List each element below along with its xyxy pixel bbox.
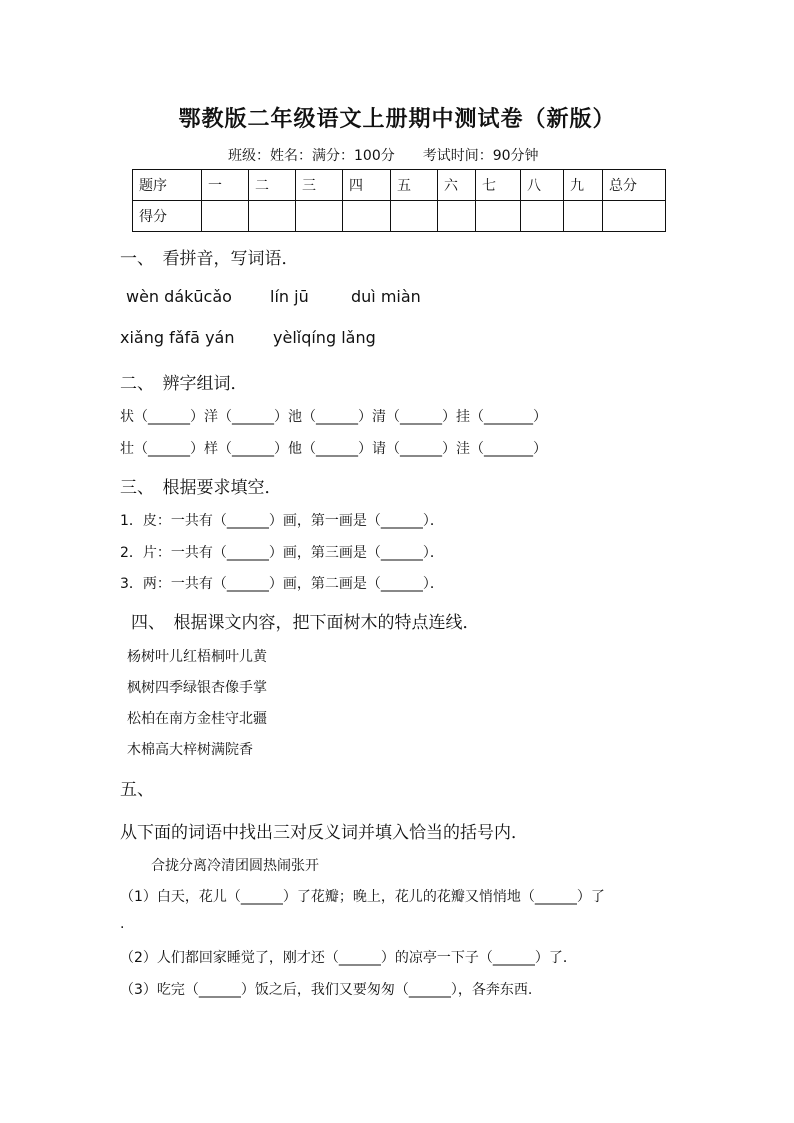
score-cell[interactable]	[296, 201, 343, 232]
list-item: 木棉高大梓树满院香	[127, 742, 253, 758]
score-cell[interactable]	[476, 201, 521, 232]
table-cell: 七	[476, 170, 521, 201]
table-cell: 总分	[603, 170, 666, 201]
score-cell[interactable]	[564, 201, 603, 232]
score-cell[interactable]	[343, 201, 391, 232]
pinyin-item: duì miàn	[351, 287, 421, 306]
score-cell[interactable]	[521, 201, 564, 232]
score-table	[132, 169, 666, 232]
table-cell: 四	[343, 170, 391, 201]
question-item: （3）吃完（______）饭之后，我们又要匆匆（______），各奔东西.	[120, 982, 533, 998]
table-cell: 九	[564, 170, 603, 201]
section-1-heading: 一、 看拼音，写词语．	[120, 249, 299, 269]
question-item: 2．片：一共有（______）画，第三画是（______）．	[120, 545, 444, 561]
word-bank: 合拢分离冷清团圆热闹张开	[151, 858, 319, 874]
word-group-row: 状（______）洋（______）池（______）清（______）挂（_______）	[120, 409, 547, 425]
table-cell: 题序	[133, 170, 202, 201]
word-group-row: 壮（______）样（______）他（______）请（______）洼（_______）	[120, 441, 547, 457]
section-5-instruction: 从下面的词语中找出三对反义词并填入恰当的括号内．	[120, 823, 528, 843]
section-4-heading: 四、 根据课文内容，把下面树木的特点连线．	[131, 613, 480, 633]
table-score-row	[133, 201, 666, 232]
pinyin-item: yèlǐqíng lǎng	[273, 328, 376, 347]
table-cell: 八	[521, 170, 564, 201]
table-header-row	[133, 170, 666, 201]
table-cell: 一	[202, 170, 249, 201]
score-cell[interactable]	[438, 201, 476, 232]
list-item: 枫树四季绿银杏像手掌	[127, 680, 267, 696]
table-cell: 六	[438, 170, 476, 201]
page-title: 鄂教版二年级语文上册期中测试卷（新版）	[178, 107, 616, 132]
list-item: 杨树叶儿红梧桐叶儿黄	[127, 649, 267, 665]
table-cell: 三	[296, 170, 343, 201]
section-3-heading: 三、 根据要求填空．	[120, 478, 282, 498]
section-2-heading: 二、 辨字组词．	[120, 374, 248, 394]
pinyin-item: lín jū	[270, 287, 309, 306]
exam-info: 班级：姓名：满分：100分 考试时间：90分钟	[228, 148, 539, 164]
question-item: （2）人们都回家睡觉了，刚才还（______）的凉亭一下子（______）了．	[120, 950, 577, 966]
question-item: 3．两：一共有（______）画，第二画是（______）．	[120, 576, 444, 592]
score-cell[interactable]	[391, 201, 438, 232]
pinyin-item: wèn dákūcǎo	[126, 287, 232, 306]
question-item-tail: .	[120, 916, 125, 932]
list-item: 松柏在南方金桂守北疆	[127, 711, 267, 727]
question-item: 1．皮：一共有（______）画，第一画是（______）．	[120, 513, 444, 529]
question-item: （1）白天，花儿（______）了花瓣；晚上，花儿的花瓣又悄悄地（______）了	[120, 889, 605, 905]
pinyin-item: xiǎng fǎfā yán	[120, 328, 235, 347]
table-cell: 二	[249, 170, 296, 201]
score-cell[interactable]	[202, 201, 249, 232]
section-5-heading: 五、	[120, 780, 154, 800]
table-cell: 得分	[133, 201, 202, 232]
table-cell: 五	[391, 170, 438, 201]
score-cell[interactable]	[603, 201, 666, 232]
score-cell[interactable]	[249, 201, 296, 232]
